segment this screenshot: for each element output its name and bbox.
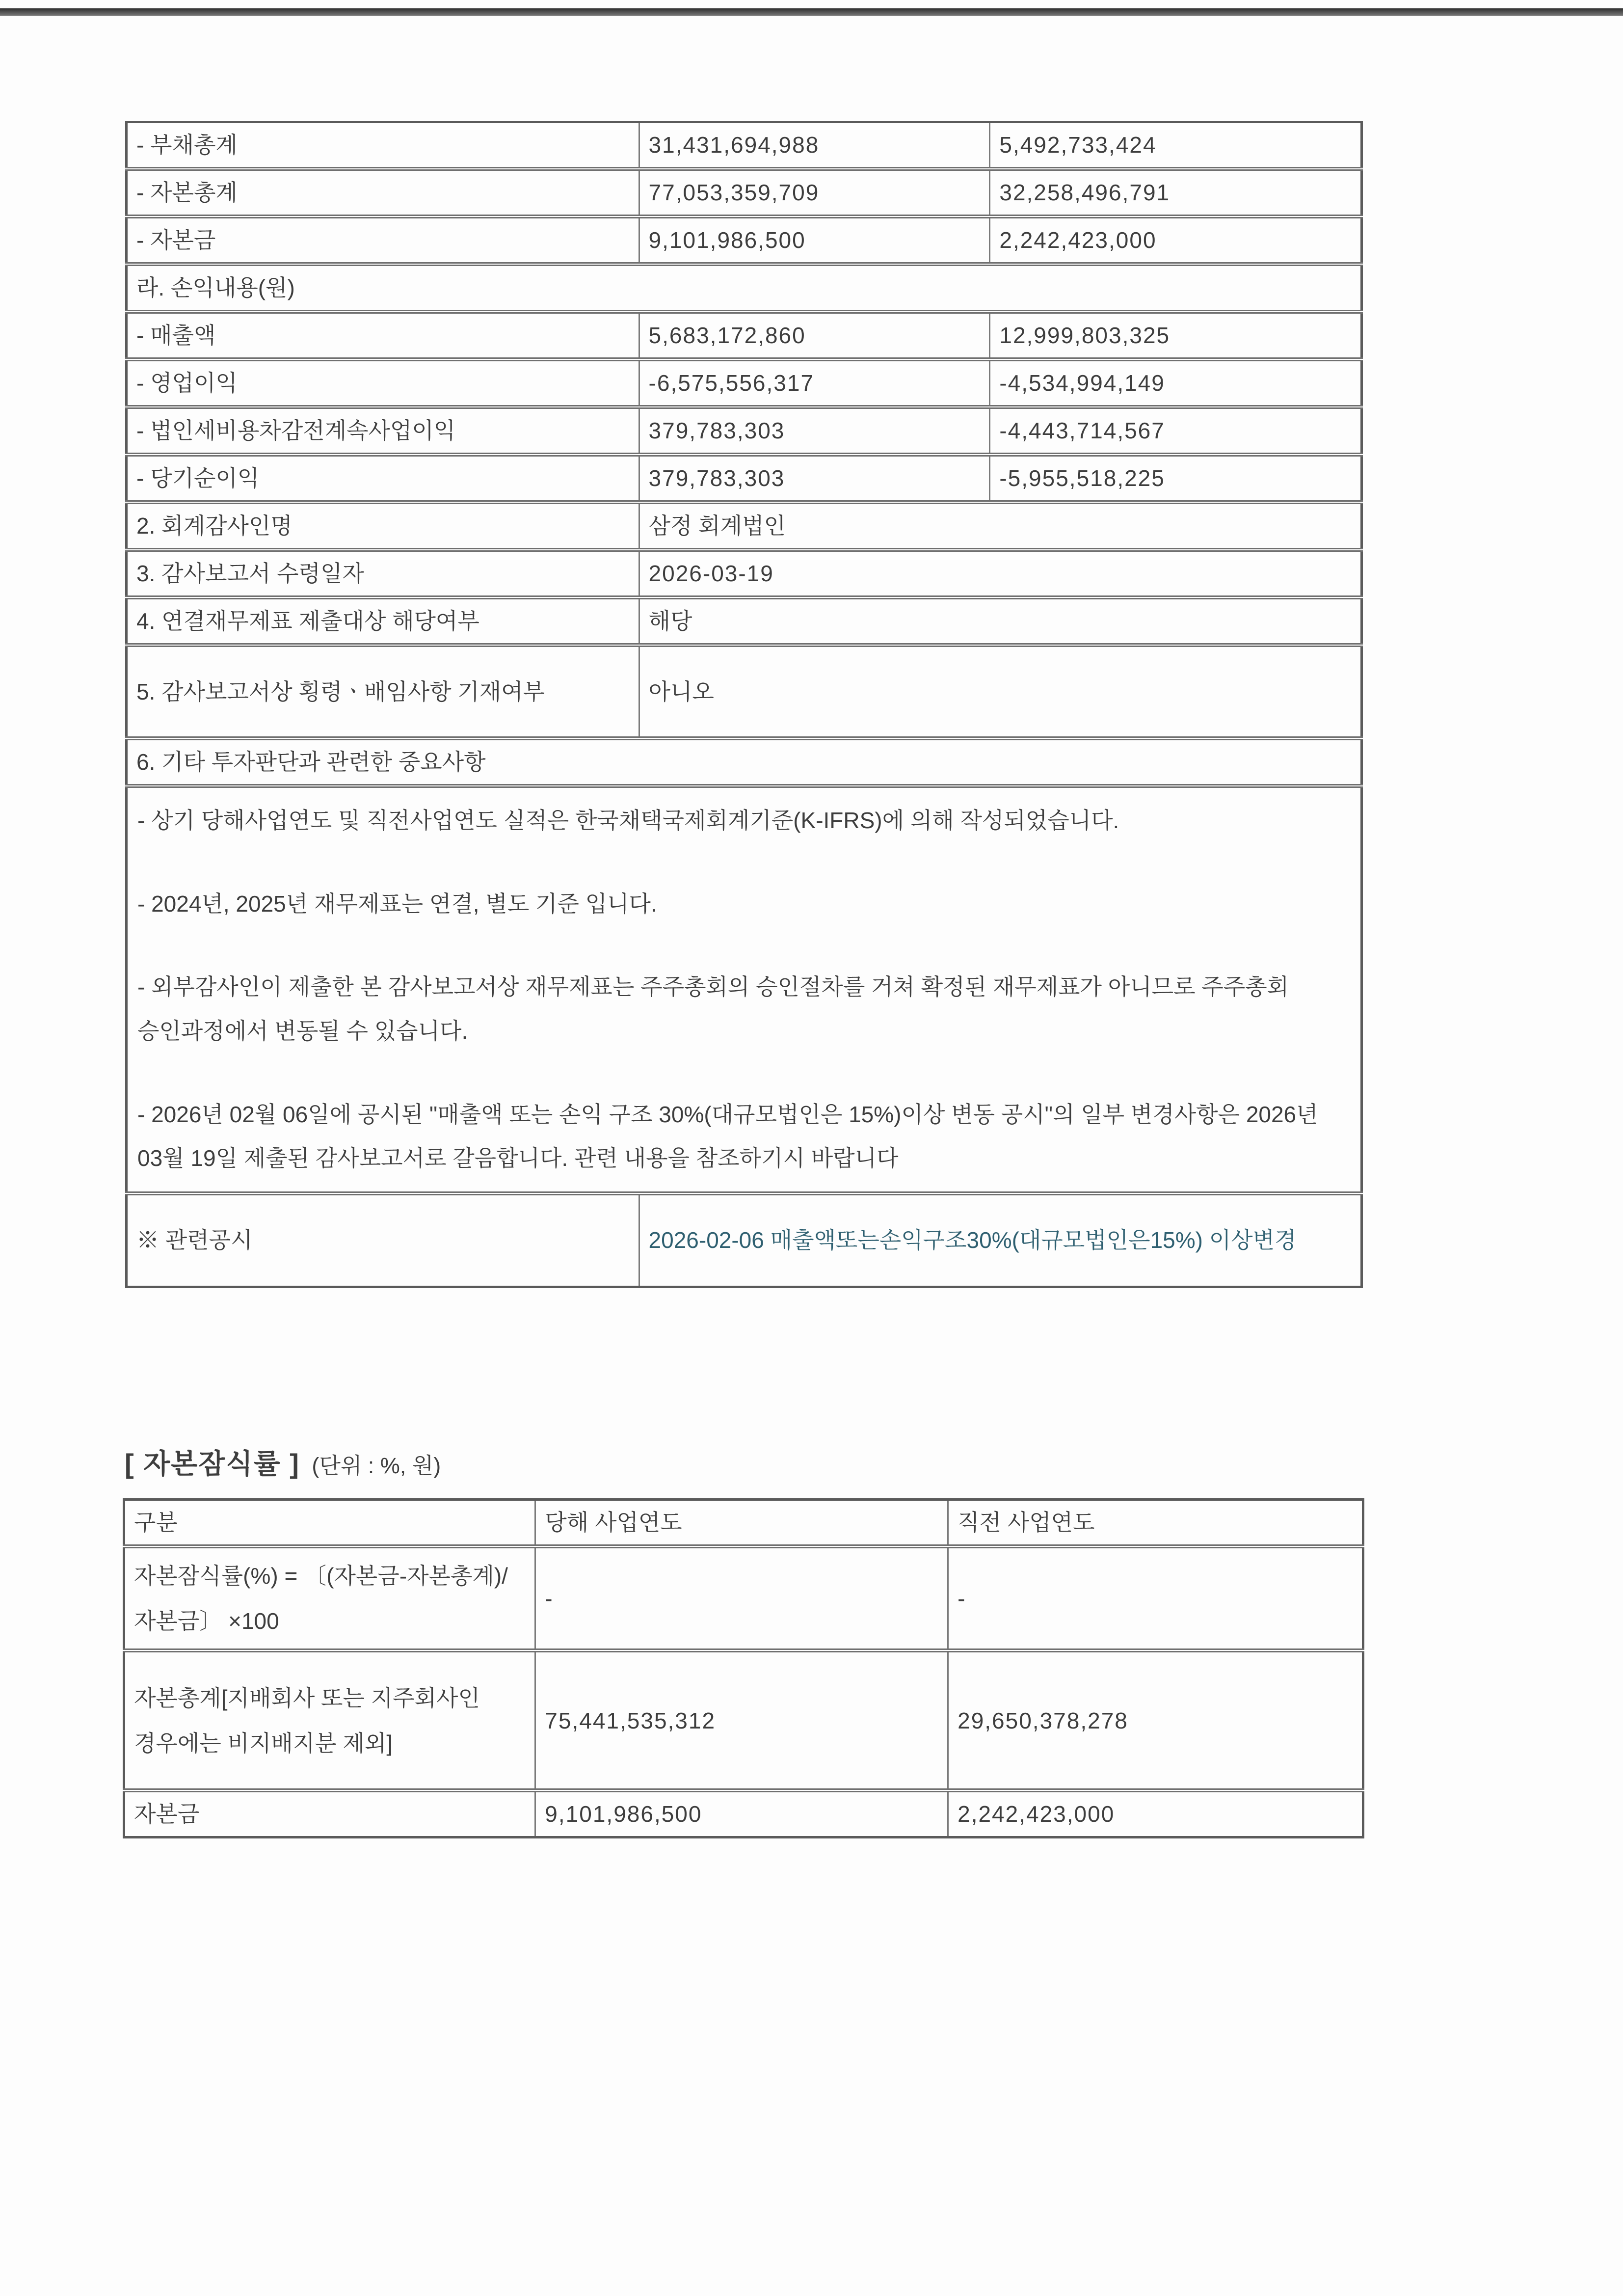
capital-impairment-section: [123, 1442, 1364, 1838]
previous-year-value: -: [948, 1546, 1363, 1650]
section-header: 라. 손익내용(원): [127, 264, 1362, 312]
note-paragraph-disclosure: - 2026년 02월 06일에 공시된 "매출액 또는 손익 구조 30%(대규모법인은 15%)이상 변동 공시"의 일부 변경사항은 2026년 03월 19일 제출된 감사보고서로 갈음합니다. 관련 내용을 참조하기시 바랍니다: [137, 1101, 1318, 1171]
capital-row-impairment-ratio: [124, 1546, 1363, 1650]
related-disclosure-row: [127, 1193, 1362, 1287]
current-year-value: 9,101,986,500: [535, 1790, 948, 1837]
other-section-header-row: [127, 738, 1362, 786]
capital-impairment-heading: [125, 1442, 1364, 1482]
row-label: - 당기순이익: [127, 455, 639, 502]
related-disclosure-label: ※ 관련공시: [127, 1193, 639, 1287]
income-row-operating-profit: [127, 359, 1362, 407]
row-label: - 법인세비용차감전계속사업이익: [127, 407, 639, 455]
previous-year-value: 5,492,733,424: [990, 122, 1362, 169]
previous-year-value: 2,242,423,000: [990, 216, 1362, 264]
section-header: 6. 기타 투자판단과 관련한 중요사항: [127, 738, 1362, 786]
previous-year-value: 29,650,378,278: [948, 1650, 1363, 1790]
capital-row-total-equity: [124, 1650, 1363, 1790]
current-year-value: 5,683,172,860: [639, 312, 990, 359]
current-year-value: 379,783,303: [639, 407, 990, 455]
row-label: - 매출액: [127, 312, 639, 359]
previous-year-value: -4,534,994,149: [990, 359, 1362, 407]
column-header-previous-year: 직전 사업연도: [948, 1500, 1363, 1547]
balance-row-equity: [127, 169, 1362, 216]
row-label: - 부채총계: [127, 122, 639, 169]
row-label: - 영업이익: [127, 359, 639, 407]
unit-label: (단위 : %, 원): [312, 1453, 441, 1478]
row-label: 2. 회계감사인명: [127, 502, 639, 550]
income-row-revenue: [127, 312, 1362, 359]
previous-year-value: 32,258,496,791: [990, 169, 1362, 216]
capital-row-capital-stock: [124, 1790, 1363, 1837]
note-paragraph-approval: - 외부감사인이 제출한 본 감사보고서상 재무제표는 주주총회의 승인절차를 거쳐 확정된 재무제표가 아니므로 주주총회 승인과정에서 변동될 수 있습니다.: [137, 974, 1289, 1044]
info-row-consolidated-statements: [127, 597, 1362, 645]
info-value: 해당: [639, 597, 1361, 645]
balance-row-capital-stock: [127, 216, 1362, 264]
current-year-value: -: [535, 1546, 948, 1650]
info-row-embezzlement: [127, 645, 1362, 738]
balance-row-liabilities: [127, 122, 1362, 169]
note-paragraph-basis: - 2024년, 2025년 재무제표는 연결, 별도 기준 입니다.: [137, 891, 657, 917]
row-label: 자본잠식률(%) = 〔(자본금-자본총계)/자본금〕 ×100: [124, 1546, 535, 1650]
current-year-value: -6,575,556,317: [639, 359, 990, 407]
row-label: - 자본금: [127, 216, 639, 264]
previous-year-value: -4,443,714,567: [990, 407, 1362, 455]
column-header-current-year: 당해 사업연도: [535, 1500, 948, 1547]
notes-cell: [127, 786, 1362, 1193]
income-row-pretax-profit: [127, 407, 1362, 455]
income-section-header-row: [127, 264, 1362, 312]
previous-year-value: 12,999,803,325: [990, 312, 1362, 359]
row-label: 3. 감사보고서 수령일자: [127, 550, 639, 597]
row-label: 5. 감사보고서상 횡령ㆍ배임사항 기재여부: [127, 645, 639, 738]
row-label: 자본총계[지배회사 또는 지주회사인 경우에는 비지배지분 제외]: [124, 1650, 535, 1790]
info-value: 아니오: [639, 645, 1361, 738]
scan-artifact-bar: [0, 8, 1623, 16]
current-year-value: 379,783,303: [639, 455, 990, 502]
current-year-value: 77,053,359,709: [639, 169, 990, 216]
previous-year-value: 2,242,423,000: [948, 1790, 1363, 1837]
note-paragraph-kifrs: - 상기 당해사업연도 및 직전사업연도 실적은 한국채택국제회계기준(K-IFRS)에 의해 작성되었습니다.: [137, 808, 1119, 833]
audit-report-summary-table: [125, 121, 1363, 1288]
info-value: 삼정 회계법인: [639, 502, 1361, 550]
current-year-value: 75,441,535,312: [535, 1650, 948, 1790]
income-row-net-profit: [127, 455, 1362, 502]
current-year-value: 31,431,694,988: [639, 122, 990, 169]
row-label: 4. 연결재무제표 제출대상 해당여부: [127, 597, 639, 645]
audit-report-summary-section: [125, 121, 1363, 1288]
info-row-report-date: [127, 550, 1362, 597]
capital-table-header-row: [124, 1500, 1363, 1547]
info-value: 2026-03-19: [639, 550, 1361, 597]
current-year-value: 9,101,986,500: [639, 216, 990, 264]
related-disclosure-value: 2026-02-06 매출액또는손익구조30%(대규모법인은15%) 이상변경: [639, 1193, 1361, 1287]
previous-year-value: -5,955,518,225: [990, 455, 1362, 502]
capital-impairment-title: [ 자본잠식률 ]: [125, 1448, 300, 1479]
notes-row: [127, 786, 1362, 1193]
column-header-category: 구분: [124, 1500, 535, 1547]
capital-impairment-table: [123, 1498, 1364, 1838]
info-row-auditor-name: [127, 502, 1362, 550]
row-label: 자본금: [124, 1790, 535, 1837]
row-label: - 자본총계: [127, 169, 639, 216]
